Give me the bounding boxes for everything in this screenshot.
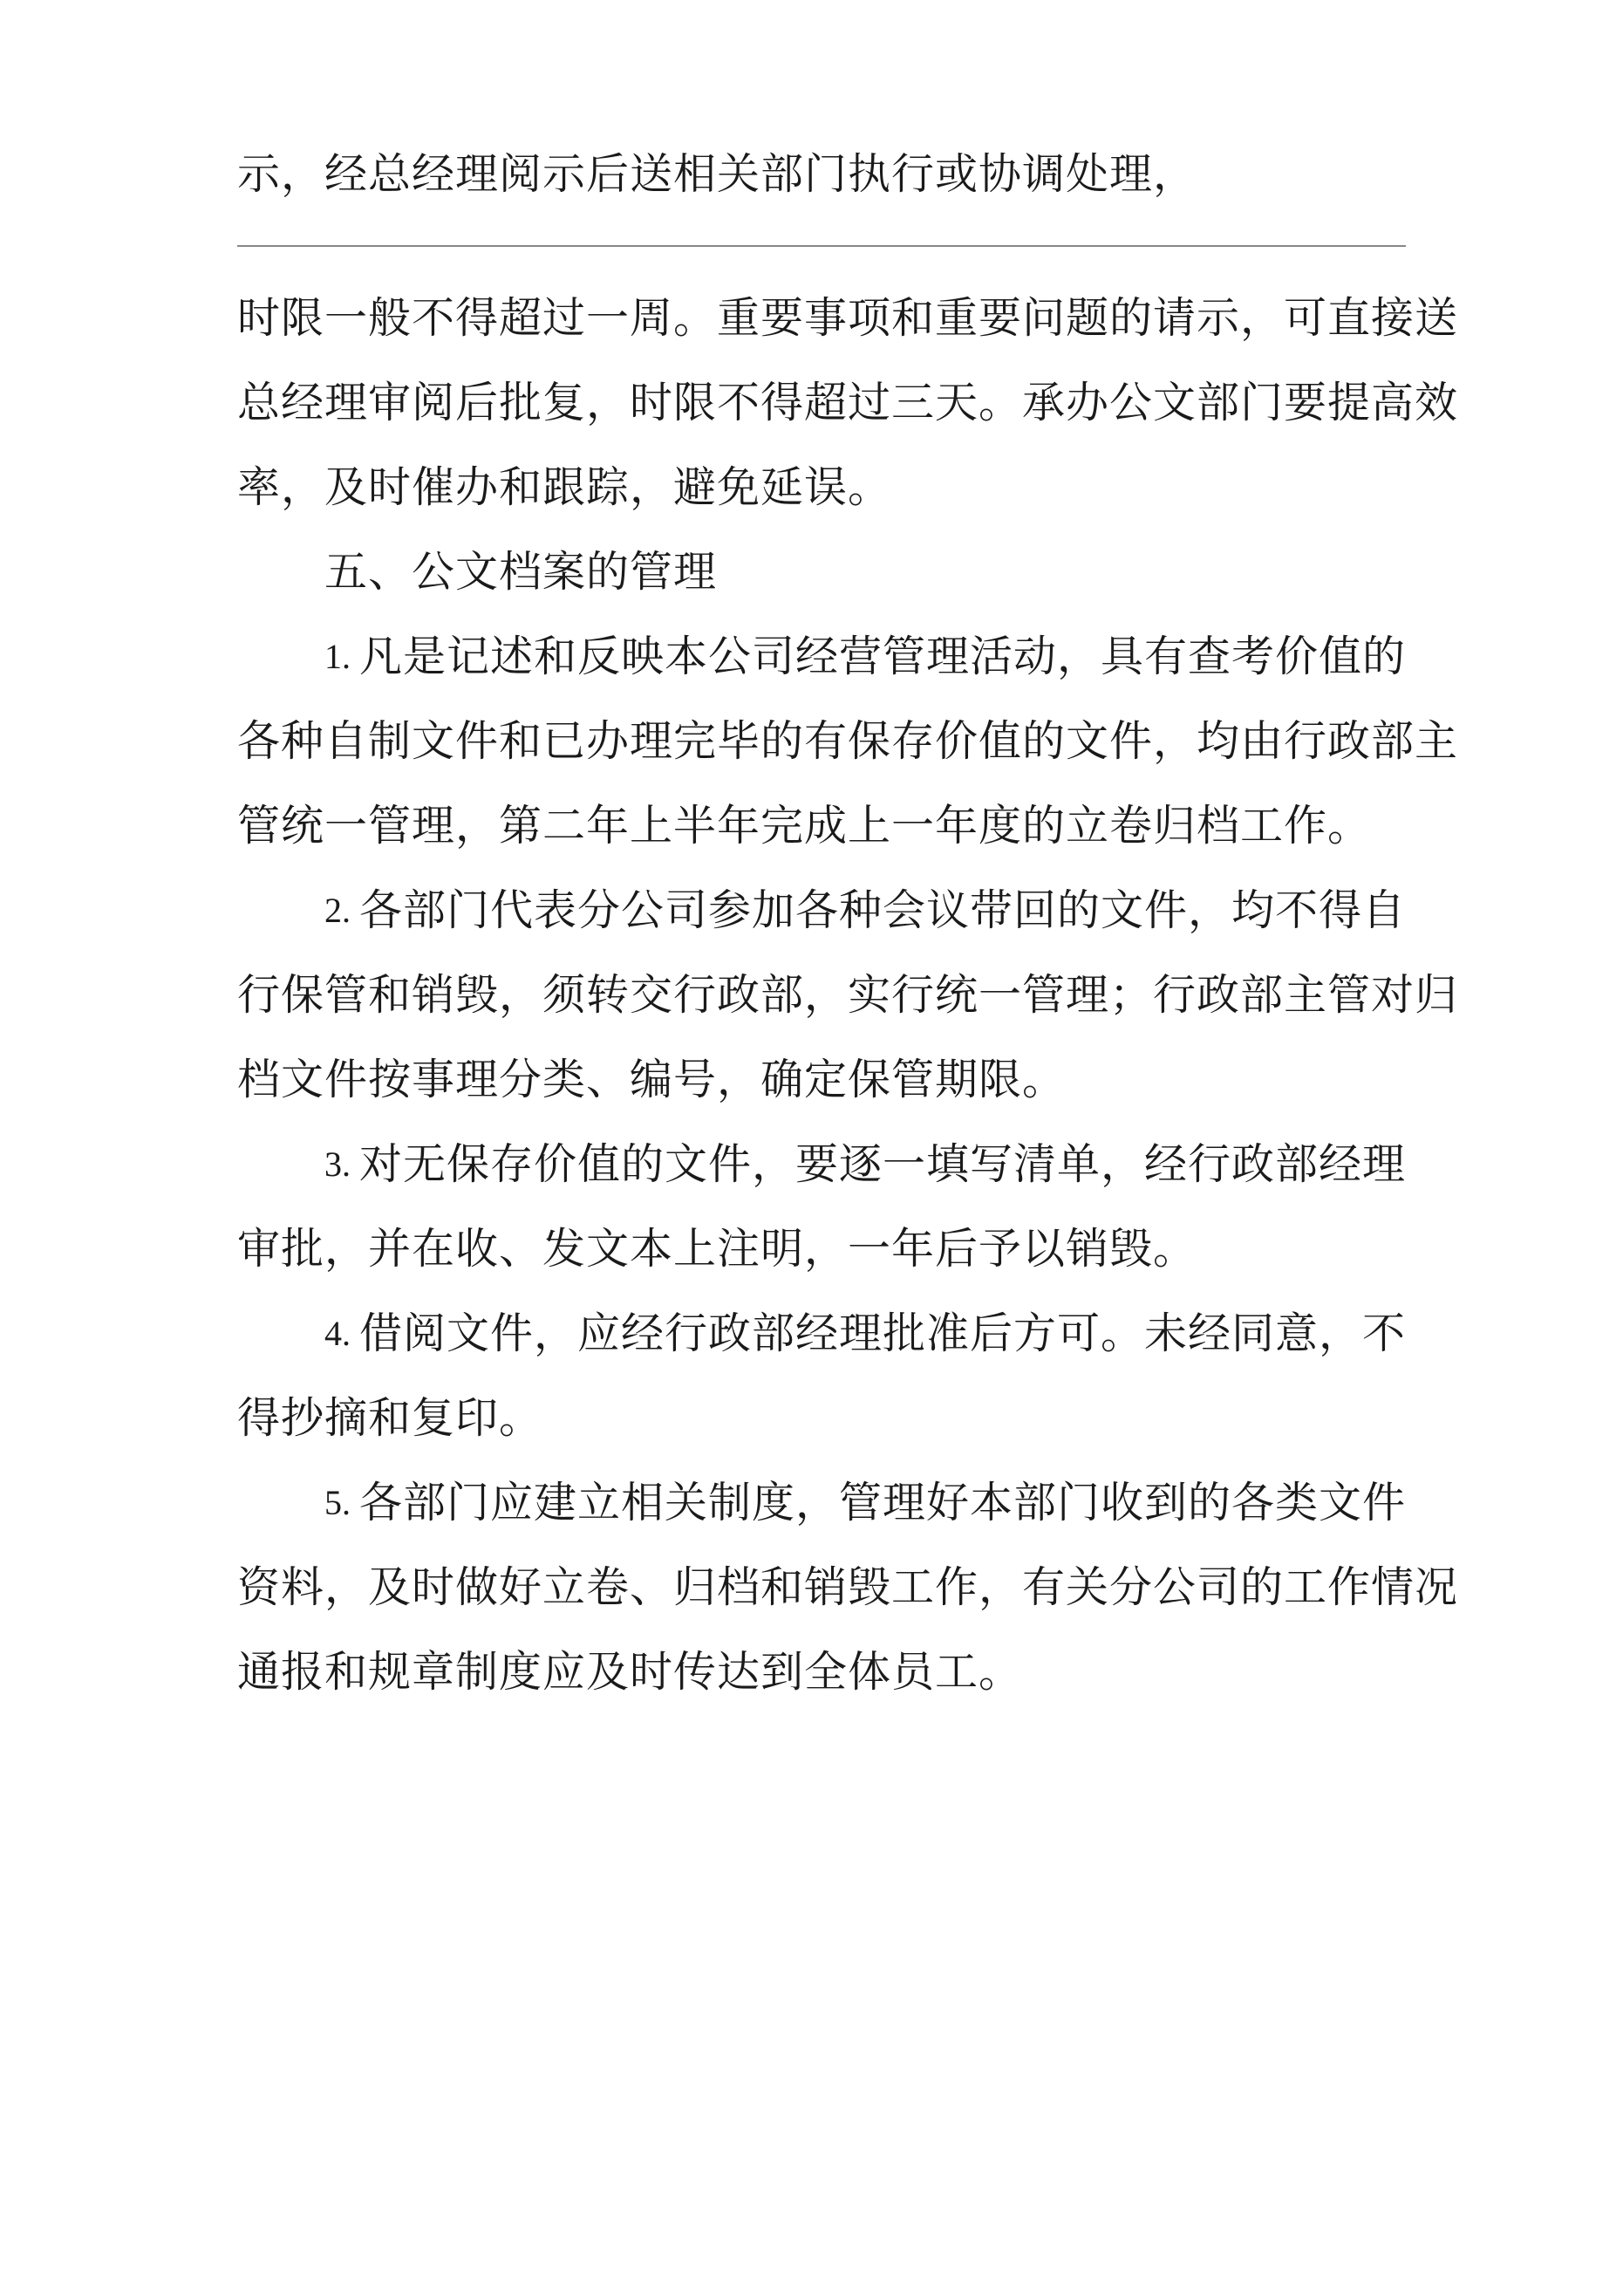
list-item-line: 行保管和销毁，须转交行政部，实行统一管理；行政部主管对归 xyxy=(237,970,1459,1020)
item-number: 3. xyxy=(324,1145,351,1184)
list-item-line: 各种自制文件和已办理完毕的有保存价值的文件，均由行政部主 xyxy=(237,716,1459,766)
paragraph-line: 时限一般不得超过一周。重要事项和重要问题的请示，可直接送 xyxy=(237,293,1459,343)
list-item-line: 档文件按事理分类、编号，确定保管期限。 xyxy=(237,1055,1067,1104)
list-item-line: 管统一管理，第二年上半年完成上一年度的立卷归档工作。 xyxy=(237,801,1372,851)
continuation-line: 示，经总经理阅示后送相关部门执行或协调处理， xyxy=(237,149,1197,199)
item-text: 各部门应建立相关制度，管理好本部门收到的各类文件 xyxy=(358,1478,1406,1527)
item-text: 凡是记述和反映本公司经营管理活动，具有查考价值的 xyxy=(358,632,1406,681)
list-item-line: 得抄摘和复印。 xyxy=(237,1393,543,1443)
item-number: 1. xyxy=(324,637,351,676)
item-text: 对无保存价值的文件，要逐一填写清单，经行政部经理 xyxy=(358,1139,1406,1189)
paragraph-line: 总经理审阅后批复，时限不得超过三天。承办公文部门要提高效 xyxy=(237,378,1459,427)
item-text: 借阅文件，应经行政部经理批准后方可。未经同意，不 xyxy=(358,1309,1406,1358)
section-heading: 五、公文档案的管理 xyxy=(324,547,718,597)
list-item-first-line xyxy=(324,876,1406,946)
list-item-first-line xyxy=(324,1468,1406,1538)
list-item-line: 审批，并在收、发文本上注明，一年后予以销毁。 xyxy=(237,1224,1197,1274)
list-item-line: 资料，及时做好立卷、归档和销毁工作，有关分公司的工作情况 xyxy=(237,1562,1459,1612)
list-item-first-line xyxy=(324,1299,1406,1369)
item-number: 2. xyxy=(324,891,351,930)
list-item-line: 通报和规章制度应及时传达到全体员工。 xyxy=(237,1647,1023,1697)
paragraph-line: 率，及时催办和跟踪，避免延误。 xyxy=(237,462,892,512)
item-number: 5. xyxy=(324,1483,351,1522)
page-divider xyxy=(237,245,1406,247)
item-text: 各部门代表分公司参加各种会议带回的文件，均不得自 xyxy=(358,885,1406,935)
list-item-first-line xyxy=(324,1130,1406,1199)
item-number: 4. xyxy=(324,1314,351,1353)
list-item-first-line xyxy=(324,622,1406,692)
